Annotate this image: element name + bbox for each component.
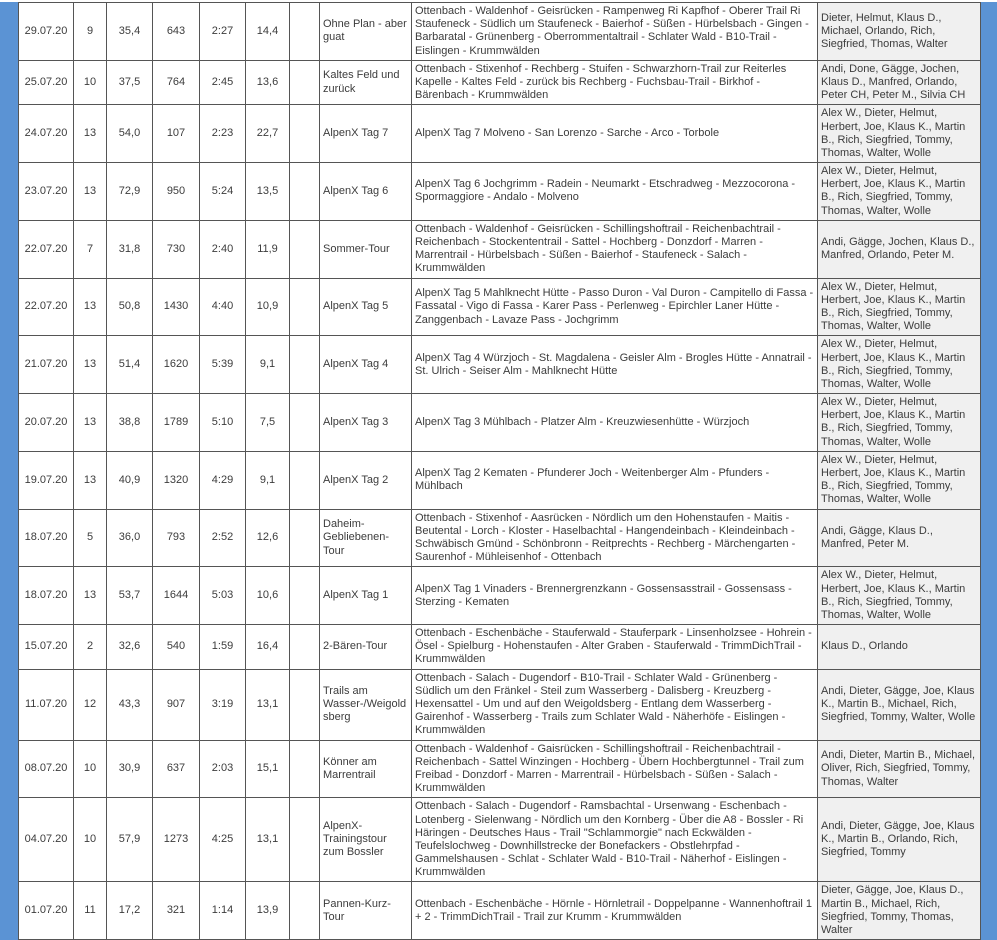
avg-speed-cell: 13,9 xyxy=(246,882,290,940)
riders-count-cell: 10 xyxy=(74,60,107,105)
participants-cell: Andi, Dieter, Martin B., Michael, Oliver, Rich, Siegfried, Tommy, Thomas, Walter xyxy=(818,740,981,798)
duration-cell: 2:52 xyxy=(200,509,246,567)
distance-km-cell: 53,7 xyxy=(107,567,153,625)
avg-speed-cell: 10,9 xyxy=(246,278,290,336)
riders-count-cell: 11 xyxy=(74,882,107,940)
participants-cell: Dieter, Helmut, Klaus D., Michael, Orlando, Rich, Siegfried, Thomas, Walter xyxy=(818,3,981,61)
avg-speed-cell: 13,5 xyxy=(246,163,290,221)
route-cell: Ottenbach - Waldenhof - Geisrücken - Rampenweg Ri Kapfhof - Oberer Trail Ri Staufeneck - Südlich um Staufeneck - Baierhof - Süßen - Hürbelsbach - Gingen - Barbaratal - Grünenberg - Oberrommentaltrail - Schlater Wald - B10-Trail - Eislingen - Krummwälden xyxy=(412,3,818,61)
route-cell: AlpenX Tag 5 Mahlknecht Hütte - Passo Duron - Val Duron - Campitello di Fassa - Fassatal - Vigo di Fassa - Karer Pass - Perlenweg - Epirchler Laner Hütte - Zanggenbach - Lavaze Pass - Jochgrimm xyxy=(412,278,818,336)
table-row xyxy=(19,882,981,940)
table-row xyxy=(19,669,981,740)
distance-km-cell: 35,4 xyxy=(107,3,153,61)
riders-count-cell: 13 xyxy=(74,394,107,452)
participants-cell: Alex W., Dieter, Helmut, Herbert, Joe, Klaus K., Martin B., Rich, Siegfried, Tommy, Thomas, Walter, Wolle xyxy=(818,451,981,509)
distance-km-cell: 54,0 xyxy=(107,105,153,163)
riders-count-cell: 9 xyxy=(74,3,107,61)
table-row xyxy=(19,451,981,509)
elevation-m-cell: 540 xyxy=(153,625,200,670)
table-row xyxy=(19,163,981,221)
riders-count-cell: 2 xyxy=(74,625,107,670)
spacer-cell xyxy=(290,625,320,670)
distance-km-cell: 17,2 xyxy=(107,882,153,940)
avg-speed-cell: 10,6 xyxy=(246,567,290,625)
date-cell: 23.07.20 xyxy=(19,163,74,221)
duration-cell: 1:59 xyxy=(200,625,246,670)
elevation-m-cell: 107 xyxy=(153,105,200,163)
duration-cell: 4:25 xyxy=(200,798,246,882)
date-cell: 20.07.20 xyxy=(19,394,74,452)
table-row xyxy=(19,336,981,394)
right-accent-bar xyxy=(981,2,997,940)
riders-count-cell: 10 xyxy=(74,798,107,882)
distance-km-cell: 30,9 xyxy=(107,740,153,798)
tour-name-cell: Ohne Plan - aber guat xyxy=(320,3,412,61)
tour-log-table xyxy=(18,2,981,940)
avg-speed-cell: 9,1 xyxy=(246,451,290,509)
route-cell: AlpenX Tag 6 Jochgrimm - Radein - Neumarkt - Etschradweg - Mezzocorona - Spormaggiore - Andalo - Molveno xyxy=(412,163,818,221)
route-cell: AlpenX Tag 4 Würzjoch - St. Magdalena - Geisler Alm - Brogles Hütte - Annatrail - St. Ulrich - Seiser Alm - Mahlknecht Hütte xyxy=(412,336,818,394)
tour-name-cell: Sommer-Tour xyxy=(320,220,412,278)
elevation-m-cell: 950 xyxy=(153,163,200,221)
tour-name-cell: 2-Bären-Tour xyxy=(320,625,412,670)
tour-table-body xyxy=(19,3,981,940)
spacer-cell xyxy=(290,220,320,278)
route-cell: Ottenbach - Eschenbäche - Hörnle - Hörnletrail - Doppelpanne - Wannenhoftrail 1 + 2 - TrimmDichTrail - Trail zur Krumm - Krummwälden xyxy=(412,882,818,940)
table-row xyxy=(19,509,981,567)
table-row xyxy=(19,220,981,278)
route-cell: Ottenbach - Eschenbäche - Stauferwald - Stauferpark - Linsenholzsee - Hohrein - Ösel - Spielburg - Hohenstaufen - Alter Graben - Stauferwald - TrimmDichTrail - Krummwälden xyxy=(412,625,818,670)
distance-km-cell: 50,8 xyxy=(107,278,153,336)
tour-name-cell: Pannen-Kurz-Tour xyxy=(320,882,412,940)
avg-speed-cell: 13,6 xyxy=(246,60,290,105)
route-cell: Ottenbach - Salach - Dugendorf - Ramsbachtal - Ursenwang - Eschenbach - Lotenberg - Sielenwang - Nördlich um den Kornberg - Über die A8 - Bossler - Ri Häringen - Deutsches Haus - Trail "Schlammorgie" nach Eckwälden - Teufelslochweg - Downhillstrecke der Bonefackers - Obstlehrpfad - Gammelshausen - Schlat - Schlater Wald - B10-Trail - Näherhof - Eislingen - Krummwälden xyxy=(412,798,818,882)
table-row xyxy=(19,625,981,670)
elevation-m-cell: 907 xyxy=(153,669,200,740)
duration-cell: 2:03 xyxy=(200,740,246,798)
date-cell: 18.07.20 xyxy=(19,509,74,567)
riders-count-cell: 13 xyxy=(74,278,107,336)
participants-cell: Alex W., Dieter, Helmut, Herbert, Joe, Klaus K., Martin B., Rich, Siegfried, Tommy, Thomas, Walter, Wolle xyxy=(818,394,981,452)
spacer-cell xyxy=(290,105,320,163)
tour-name-cell: AlpenX Tag 7 xyxy=(320,105,412,163)
elevation-m-cell: 1273 xyxy=(153,798,200,882)
elevation-m-cell: 321 xyxy=(153,882,200,940)
table-row xyxy=(19,394,981,452)
participants-cell: Alex W., Dieter, Helmut, Herbert, Joe, Klaus K., Martin B., Rich, Siegfried, Tommy, Thomas, Walter, Wolle xyxy=(818,163,981,221)
spacer-cell xyxy=(290,740,320,798)
participants-cell: Andi, Dieter, Gägge, Joe, Klaus K., Martin B., Orlando, Rich, Siegfried, Tommy xyxy=(818,798,981,882)
participants-cell: Alex W., Dieter, Helmut, Herbert, Joe, Klaus K., Martin B., Rich, Siegfried, Tommy, Thomas, Walter, Wolle xyxy=(818,278,981,336)
avg-speed-cell: 7,5 xyxy=(246,394,290,452)
table-row xyxy=(19,740,981,798)
avg-speed-cell: 9,1 xyxy=(246,336,290,394)
avg-speed-cell: 22,7 xyxy=(246,105,290,163)
elevation-m-cell: 1320 xyxy=(153,451,200,509)
duration-cell: 1:14 xyxy=(200,882,246,940)
participants-cell: Alex W., Dieter, Helmut, Herbert, Joe, Klaus K., Martin B., Rich, Siegfried, Tommy, Thomas, Walter, Wolle xyxy=(818,336,981,394)
participants-cell: Klaus D., Orlando xyxy=(818,625,981,670)
spacer-cell xyxy=(290,669,320,740)
date-cell: 04.07.20 xyxy=(19,798,74,882)
distance-km-cell: 51,4 xyxy=(107,336,153,394)
participants-cell: Andi, Done, Gägge, Jochen, Klaus D., Manfred, Orlando, Peter CH, Peter M., Silvia CH xyxy=(818,60,981,105)
participants-cell: Dieter, Gägge, Joe, Klaus D., Martin B., Michael, Rich, Siegfried, Tommy, Thomas, Walter xyxy=(818,882,981,940)
tour-name-cell: AlpenX Tag 2 xyxy=(320,451,412,509)
duration-cell: 2:40 xyxy=(200,220,246,278)
distance-km-cell: 43,3 xyxy=(107,669,153,740)
table-row xyxy=(19,567,981,625)
date-cell: 01.07.20 xyxy=(19,882,74,940)
tour-name-cell: AlpenX Tag 6 xyxy=(320,163,412,221)
date-cell: 08.07.20 xyxy=(19,740,74,798)
date-cell: 29.07.20 xyxy=(19,3,74,61)
spacer-cell xyxy=(290,336,320,394)
distance-km-cell: 32,6 xyxy=(107,625,153,670)
route-cell: AlpenX Tag 3 Mühlbach - Platzer Alm - Kreuzwiesenhütte - Würzjoch xyxy=(412,394,818,452)
participants-cell: Alex W., Dieter, Helmut, Herbert, Joe, Klaus K., Martin B., Rich, Siegfried, Tommy, Thomas, Walter, Wolle xyxy=(818,105,981,163)
elevation-m-cell: 1644 xyxy=(153,567,200,625)
riders-count-cell: 13 xyxy=(74,336,107,394)
date-cell: 11.07.20 xyxy=(19,669,74,740)
table-row xyxy=(19,60,981,105)
route-cell: Ottenbach - Waldenhof - Gaisrücken - Schillingshoftrail - Reichenbachtrail - Reichenbach - Sattel Winzingen - Hochberg - Übern Hochbergtunnel - Trail zum Freibad - Donzdorf - Marren - Marrentrail - Hürbelsbach - Süßen - Salach - Krummwälden xyxy=(412,740,818,798)
elevation-m-cell: 637 xyxy=(153,740,200,798)
avg-speed-cell: 11,9 xyxy=(246,220,290,278)
avg-speed-cell: 13,1 xyxy=(246,798,290,882)
route-cell: Ottenbach - Salach - Dugendorf - B10-Trail - Schlater Wald - Grünenberg - Südlich um den Fränkel - Steil zum Wasserberg - Dalisberg - Kreuzberg - Hexensattel - Um und auf den Weigoldsberg - Entlang dem Wasserberg - Gairenhof - Wasserberg - Trails zum Schlater Wald - Näherhöfe - Eislingen - Krummwälden xyxy=(412,669,818,740)
avg-speed-cell: 15,1 xyxy=(246,740,290,798)
tour-name-cell: AlpenX Tag 3 xyxy=(320,394,412,452)
duration-cell: 5:03 xyxy=(200,567,246,625)
duration-cell: 5:10 xyxy=(200,394,246,452)
duration-cell: 4:29 xyxy=(200,451,246,509)
distance-km-cell: 57,9 xyxy=(107,798,153,882)
route-cell: Ottenbach - Stixenhof - Rechberg - Stuifen - Schwarzhorn-Trail zur Reiterles Kapelle - Kaltes Feld - zurück bis Rechberg - Fuchsbau-Trail - Birkhof - Bärenbach - Krummwälden xyxy=(412,60,818,105)
date-cell: 21.07.20 xyxy=(19,336,74,394)
avg-speed-cell: 16,4 xyxy=(246,625,290,670)
tour-name-cell: Könner am Marrentrail xyxy=(320,740,412,798)
avg-speed-cell: 13,1 xyxy=(246,669,290,740)
elevation-m-cell: 1789 xyxy=(153,394,200,452)
date-cell: 15.07.20 xyxy=(19,625,74,670)
distance-km-cell: 31,8 xyxy=(107,220,153,278)
riders-count-cell: 13 xyxy=(74,451,107,509)
route-cell: Ottenbach - Waldenhof - Geisrücken - Schillingshoftrail - Reichenbachtrail - Reichenbach - Stockententrail - Sattel - Hochberg - Donzdorf - Marren - Marrentrail - Hürbelsbach - Süßen - Baierhof - Staufeneck - Salach - Krummwälden xyxy=(412,220,818,278)
elevation-m-cell: 1430 xyxy=(153,278,200,336)
tour-name-cell: AlpenX Tag 5 xyxy=(320,278,412,336)
date-cell: 22.07.20 xyxy=(19,220,74,278)
spacer-cell xyxy=(290,509,320,567)
table-row xyxy=(19,798,981,882)
date-cell: 25.07.20 xyxy=(19,60,74,105)
elevation-m-cell: 793 xyxy=(153,509,200,567)
riders-count-cell: 7 xyxy=(74,220,107,278)
date-cell: 24.07.20 xyxy=(19,105,74,163)
duration-cell: 5:39 xyxy=(200,336,246,394)
elevation-m-cell: 1620 xyxy=(153,336,200,394)
spacer-cell xyxy=(290,278,320,336)
riders-count-cell: 5 xyxy=(74,509,107,567)
tour-name-cell: Trails am Wasser-/Weigoldsberg xyxy=(320,669,412,740)
participants-cell: Alex W., Dieter, Helmut, Herbert, Joe, Klaus K., Martin B., Rich, Siegfried, Tommy, Thomas, Walter, Wolle xyxy=(818,567,981,625)
duration-cell: 2:45 xyxy=(200,60,246,105)
route-cell: AlpenX Tag 7 Molveno - San Lorenzo - Sarche - Arco - Torbole xyxy=(412,105,818,163)
riders-count-cell: 10 xyxy=(74,740,107,798)
date-cell: 18.07.20 xyxy=(19,567,74,625)
distance-km-cell: 37,5 xyxy=(107,60,153,105)
date-cell: 22.07.20 xyxy=(19,278,74,336)
elevation-m-cell: 730 xyxy=(153,220,200,278)
table-row xyxy=(19,3,981,61)
tour-name-cell: Kaltes Feld und zurück xyxy=(320,60,412,105)
riders-count-cell: 12 xyxy=(74,669,107,740)
participants-cell: Andi, Dieter, Gägge, Joe, Klaus K., Martin B., Michael, Rich, Siegfried, Tommy, Walter, Wolle xyxy=(818,669,981,740)
participants-cell: Andi, Gägge, Klaus D., Manfred, Peter M. xyxy=(818,509,981,567)
spacer-cell xyxy=(290,394,320,452)
tour-name-cell: AlpenX Tag 1 xyxy=(320,567,412,625)
riders-count-cell: 13 xyxy=(74,163,107,221)
distance-km-cell: 72,9 xyxy=(107,163,153,221)
spacer-cell xyxy=(290,451,320,509)
riders-count-cell: 13 xyxy=(74,567,107,625)
distance-km-cell: 38,8 xyxy=(107,394,153,452)
spacer-cell xyxy=(290,882,320,940)
spacer-cell xyxy=(290,798,320,882)
route-cell: AlpenX Tag 2 Kematen - Pfunderer Joch - Weitenberger Alm - Pfunders - Mühlbach xyxy=(412,451,818,509)
tour-name-cell: AlpenX Tag 4 xyxy=(320,336,412,394)
route-cell: Ottenbach - Stixenhof - Aasrücken - Nördlich um den Hohenstaufen - Maitis - Beutental - Lorch - Kloster - Haselbachtal - Hangendeinbach - Kleindeinbach - Schwäbisch Gmünd - Schönbronn - Reitprechts - Rechberg - Märchengarten - Saurenhof - Mühleisenhof - Ottenbach xyxy=(412,509,818,567)
table-row xyxy=(19,105,981,163)
riders-count-cell: 13 xyxy=(74,105,107,163)
duration-cell: 3:19 xyxy=(200,669,246,740)
duration-cell: 5:24 xyxy=(200,163,246,221)
left-accent-bar xyxy=(0,2,18,940)
route-cell: AlpenX Tag 1 Vinaders - Brennergrenzkann - Gossensasstrail - Gossensass - Sterzing - Kematen xyxy=(412,567,818,625)
spacer-cell xyxy=(290,60,320,105)
duration-cell: 4:40 xyxy=(200,278,246,336)
participants-cell: Andi, Gägge, Jochen, Klaus D., Manfred, Orlando, Peter M. xyxy=(818,220,981,278)
tour-name-cell: AlpenX-Trainingstour zum Bossler xyxy=(320,798,412,882)
distance-km-cell: 40,9 xyxy=(107,451,153,509)
duration-cell: 2:23 xyxy=(200,105,246,163)
avg-speed-cell: 14,4 xyxy=(246,3,290,61)
avg-speed-cell: 12,6 xyxy=(246,509,290,567)
elevation-m-cell: 764 xyxy=(153,60,200,105)
spacer-cell xyxy=(290,567,320,625)
date-cell: 19.07.20 xyxy=(19,451,74,509)
table-row xyxy=(19,278,981,336)
spacer-cell xyxy=(290,163,320,221)
tour-name-cell: Daheim-Gebliebenen-Tour xyxy=(320,509,412,567)
spacer-cell xyxy=(290,3,320,61)
duration-cell: 2:27 xyxy=(200,3,246,61)
distance-km-cell: 36,0 xyxy=(107,509,153,567)
elevation-m-cell: 643 xyxy=(153,3,200,61)
